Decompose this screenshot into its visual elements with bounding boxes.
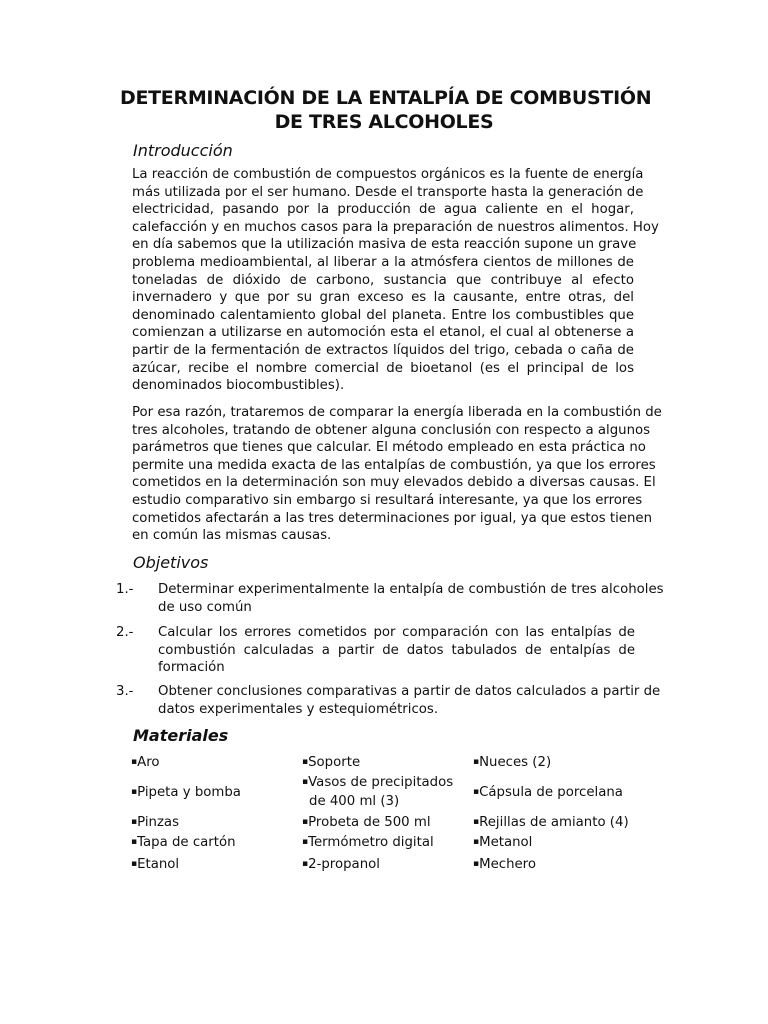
- bullet-icon: ▪: [473, 837, 480, 847]
- paragraph-line: electricidad, pasando por la producción de agua caliente en el hogar,: [132, 202, 634, 218]
- bullet-icon: ▪: [473, 757, 480, 767]
- paragraph-line: cometidos en la determinación son muy elevados debido a diversas causas. El: [132, 475, 656, 491]
- materiales-heading: Materiales: [133, 726, 229, 745]
- bullet-icon: ▪: [131, 787, 138, 797]
- objective-line: de uso común: [158, 599, 252, 615]
- objective-line: datos experimentales y estequiométricos.: [158, 701, 439, 717]
- paragraph-line: partir de la fermentación de extractos líquidos del trigo, cebada o caña de: [132, 342, 634, 358]
- paragraph-line: cometidos afectarán a las tres determinaciones por igual, ya que estos tienen: [132, 510, 653, 526]
- material-item: ▪Vasos de precipitados: [302, 775, 454, 790]
- objective-line: Calcular los errores cometidos por comparación con las entalpías de: [158, 625, 635, 640]
- paragraph-line: estudio comparativo sin embargo si resultará interesante, ya que los errores: [132, 492, 643, 508]
- material-item: ▪Termómetro digital: [302, 835, 434, 850]
- material-item: ▪Etanol: [131, 857, 180, 872]
- paragraph-line: azúcar, recibe el nombre comercial de bioetanol (es el principal de los: [132, 360, 634, 376]
- bullet-icon: ▪: [473, 859, 480, 869]
- paragraph-line: más utilizada por el ser humano. Desde el transporte hasta la generación de: [132, 184, 644, 200]
- intro-paragraph-2: [132, 404, 662, 545]
- paragraph-line: tres alcoholes, tratando de obtener alguna conclusión con respecto a algunos: [132, 422, 651, 438]
- title-line-2: DE TRES ALCOHOLES: [274, 111, 494, 133]
- intro-paragraph-1: [132, 166, 659, 395]
- material-item: ▪Nueces (2): [473, 755, 552, 770]
- bullet-icon: ▪: [302, 757, 309, 767]
- material-item: ▪Pinzas: [131, 815, 180, 830]
- paragraph-line: parámetros que tienes que calcular. El método empleado en esta práctica no: [132, 440, 646, 456]
- bullet-icon: ▪: [473, 787, 480, 797]
- bullet-icon: ▪: [302, 859, 309, 869]
- title-line-1: DETERMINACIÓN DE LA ENTALPÍA DE COMBUSTIÓN: [120, 87, 652, 109]
- paragraph-line: Por esa razón, trataremos de comparar la energía liberada en la combustión de: [132, 405, 662, 420]
- bullet-icon: ▪: [131, 837, 138, 847]
- introduccion-heading: Introducción: [133, 141, 233, 160]
- material-item: ▪Pipeta y bomba: [131, 785, 241, 800]
- objective-number: 3.-: [116, 684, 134, 699]
- bullet-icon: ▪: [302, 817, 309, 827]
- objective-line: formación: [158, 660, 225, 676]
- paragraph-line: invernadero y que por su gran exceso es la causante, entre otras, del: [132, 290, 634, 306]
- objective-number: 1.-: [116, 582, 134, 597]
- material-item: ▪2-propanol: [302, 857, 380, 872]
- bullet-icon: ▪: [473, 817, 480, 827]
- paragraph-line: La reacción de combustión de compuestos orgánicos es la fuente de energía: [132, 167, 644, 182]
- bullet-icon: ▪: [131, 859, 138, 869]
- paragraph-line: denominados biocombustibles).: [132, 378, 345, 394]
- material-item-continuation: de 400 ml (3): [309, 794, 400, 809]
- material-item: ▪Metanol: [473, 835, 533, 850]
- paragraph-line: permite una medida exacta de las entalpías de combustión, ya que los errores: [132, 457, 656, 473]
- paragraph-line: problema medioambiental, al liberar a la atmósfera cientos de millones de: [132, 254, 634, 270]
- paragraph-line: comienzan a utilizarse en automoción esta el etanol, el cual al obtenerse a: [132, 325, 634, 341]
- bullet-icon: ▪: [302, 837, 309, 847]
- objective-number: 2.-: [116, 625, 134, 640]
- bullet-icon: ▪: [131, 817, 138, 827]
- material-item: ▪Aro: [131, 755, 160, 770]
- document-title: [120, 86, 652, 134]
- paragraph-line: toneladas de dióxido de carbono, sustancia que contribuye al efecto: [132, 272, 634, 288]
- objetivos-heading: Objetivos: [133, 553, 209, 572]
- objective-line: Determinar experimentalmente la entalpía de combustión de tres alcoholes: [158, 582, 664, 597]
- material-item: ▪Mechero: [473, 857, 536, 872]
- objective-line: Obtener conclusiones comparativas a partir de datos calculados a partir de: [158, 684, 661, 699]
- material-item: ▪Cápsula de porcelana: [473, 785, 623, 800]
- paragraph-line: en día sabemos que la utilización masiva de esta reacción supone un grave: [132, 237, 637, 253]
- bullet-icon: ▪: [131, 757, 138, 767]
- bullet-icon: ▪: [302, 777, 309, 787]
- paragraph-line: calefacción y en muchos casos para la preparación de nuestros alimentos. Hoy: [132, 219, 659, 235]
- material-item: ▪Tapa de cartón: [131, 835, 236, 850]
- objective-line: combustión calculadas a partir de datos tabulados de entalpías de: [158, 642, 635, 658]
- paragraph-line: denominado calentamiento global del planeta. Entre los combustibles que: [132, 307, 634, 323]
- paragraph-line: en común las mismas causas.: [132, 528, 332, 544]
- material-item: ▪Soporte: [302, 755, 361, 770]
- material-item: ▪Probeta de 500 ml: [302, 815, 431, 830]
- material-item: ▪Rejillas de amianto (4): [473, 815, 629, 830]
